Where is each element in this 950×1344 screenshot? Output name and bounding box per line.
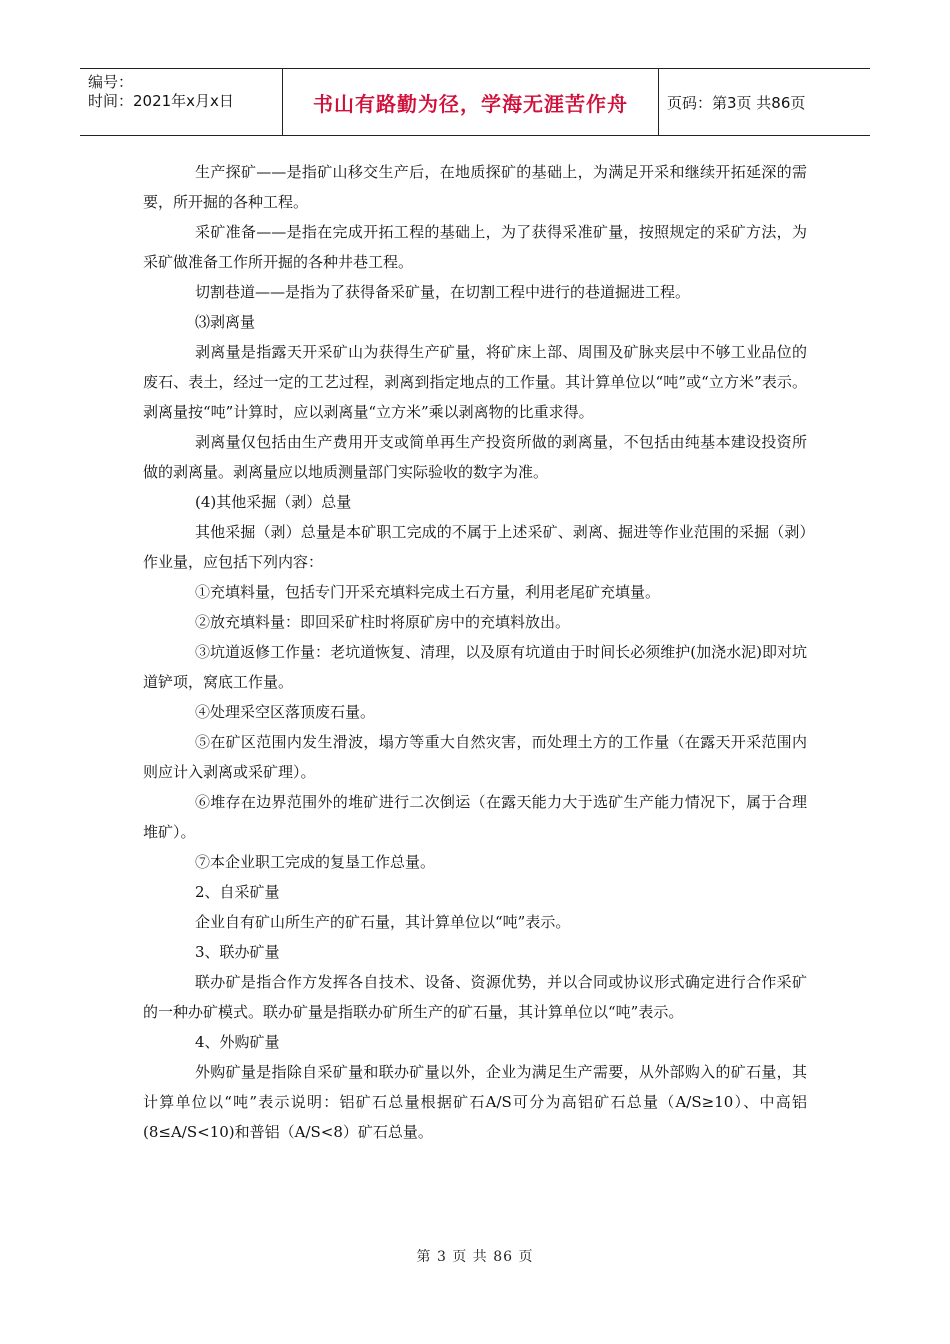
header-page-info: 页码：第3页 共86页 <box>667 93 806 112</box>
paragraph: 企业自有矿山所生产的矿石量，其计算单位以“吨”表示。 <box>195 913 571 931</box>
paragraph: ③坑道返修工作量：老坑道恢复、清理，以及原有坑道由于时间长必须维护(加浇水泥)即对坑道铲项，窝底工作量。 <box>143 643 807 691</box>
page-header <box>80 68 870 136</box>
paragraph: 外购矿量是指除自采矿量和联办矿量以外，企业为满足生产需要，从外部购入的矿石量，其计算单位以“吨”表示说明：铝矿石总量根据矿石A/S可分为高铝矿石总量（A/S≥10）、中高铝(8≤A/S<10)和普铝（A/S<8）矿石总量。 <box>143 1063 807 1141</box>
document-time-label: 时间：2021年x月x日 <box>88 92 234 110</box>
page-footer: 第 3 页 共 86 页 <box>416 1249 534 1265</box>
paragraph: 剥离量仅包括由生产费用开支或简单再生产投资所做的剥离量，不包括由纯基本建设投资所做的剥离量。剥离量应以地质测量部门实际验收的数字为准。 <box>143 433 807 481</box>
paragraph: ①充填料量，包括专门开采充填料完成土石方量，利用老尾矿充填量。 <box>195 583 661 601</box>
header-page-cell <box>659 69 870 135</box>
paragraph: 采矿准备——是指在完成开拓工程的基础上，为了获得采准矿量，按照规定的采矿方法，为采矿做准备工作所开掘的各种井巷工程。 <box>143 223 807 271</box>
header-motto-cell <box>283 69 659 135</box>
paragraph: ⑤在矿区范围内发生滑波，塌方等重大自然灾害，而处理土方的工作量（在露天开采范围内则应计入剥离或采矿理）。 <box>143 733 807 781</box>
header-meta-cell <box>80 69 283 135</box>
paragraph: ⑶剥离量 <box>195 313 256 331</box>
paragraph: 4、外购矿量 <box>195 1033 280 1051</box>
paragraph: (4)其他采掘（剥）总量 <box>195 493 352 511</box>
paragraph: 切割巷道——是指为了获得备采矿量，在切割工程中进行的巷道掘进工程。 <box>195 283 691 301</box>
paragraph: 2、自采矿量 <box>195 883 280 901</box>
document-body <box>143 157 807 1147</box>
motto-text: 书山有路勤为径，学海无涯苦作舟 <box>313 91 628 116</box>
paragraph: 剥离量是指露天开采矿山为获得生产矿量，将矿床上部、周围及矿脉夹层中不够工业品位的废石、表土，经过一定的工艺过程，剥离到指定地点的工作量。其计算单位以“吨”或“立方米”表示。剥离量按“吨”计算时，应以剥离量“立方米”乘以剥离物的比重求得。 <box>143 343 807 421</box>
paragraph: ⑦本企业职工完成的复垦工作总量。 <box>195 853 436 871</box>
paragraph: ⑥堆存在边界范围外的堆矿进行二次倒运（在露天能力大于选矿生产能力情况下，属于合理堆矿）。 <box>143 793 807 841</box>
paragraph: ②放充填料量：即回采矿柱时将原矿房中的充填料放出。 <box>195 613 571 631</box>
paragraph: ④处理采空区落顶废石量。 <box>195 703 376 721</box>
paragraph: 其他采掘（剥）总量是本矿职工完成的不属于上述采矿、剥离、掘进等作业范围的采掘（剥）作业量，应包括下列内容： <box>143 523 807 571</box>
document-number-label: 编号： <box>88 73 134 91</box>
paragraph: 联办矿是指合作方发挥各自技术、设备、资源优势，并以合同或协议形式确定进行合作采矿的一种办矿模式。联办矿量是指联办矿所生产的矿石量，其计算单位以“吨”表示。 <box>143 973 807 1021</box>
paragraph: 3、联办矿量 <box>195 943 280 961</box>
paragraph: 生产探矿——是指矿山移交生产后，在地质探矿的基础上，为满足开采和继续开拓延深的需要，所开掘的各种工程。 <box>143 163 807 211</box>
